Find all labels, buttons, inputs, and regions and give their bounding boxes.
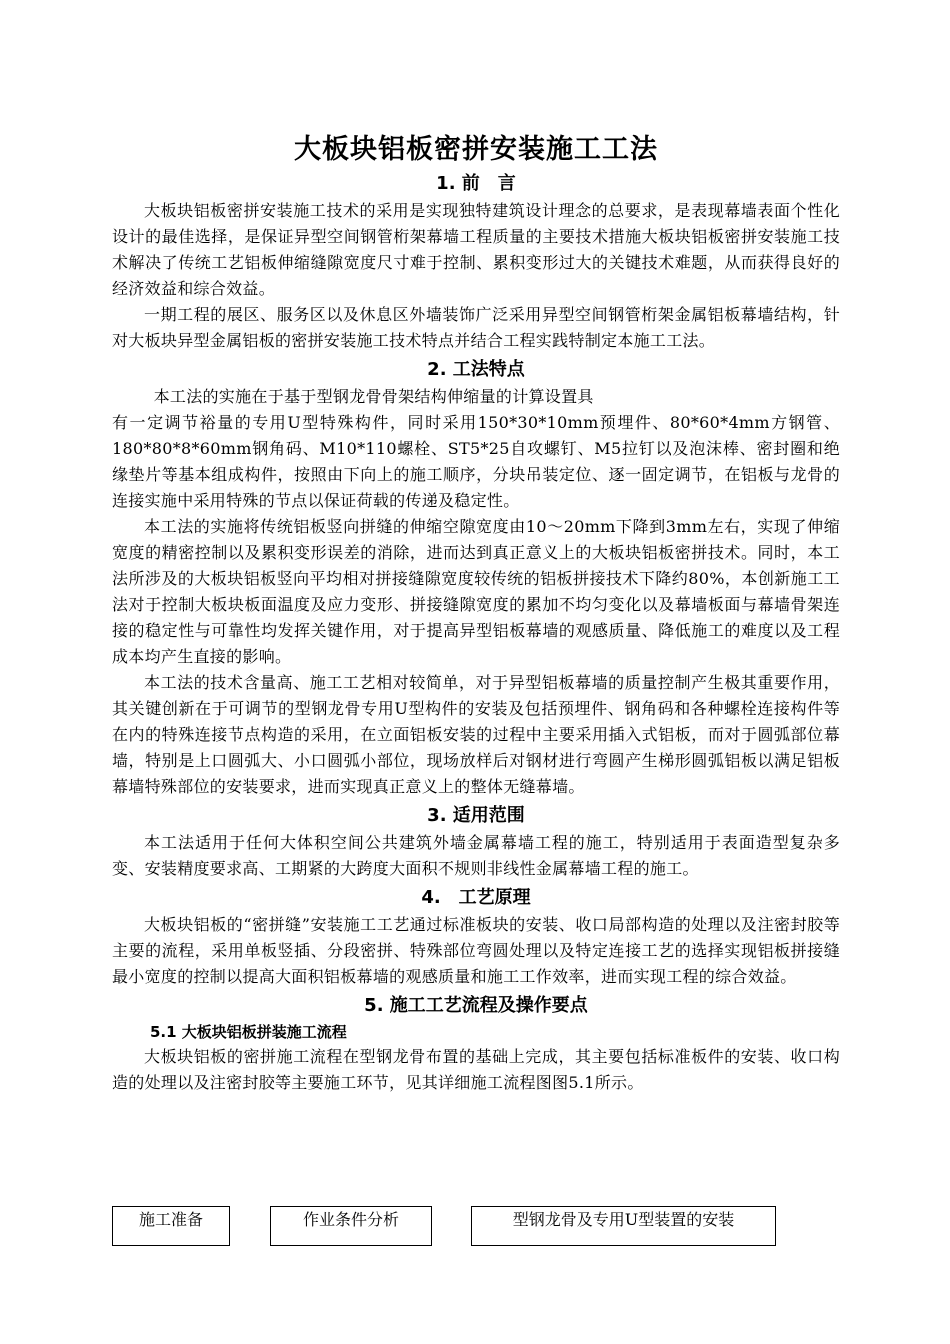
subsection-heading: 5.1 大板块铝板拼装施工流程 <box>150 1023 347 1041</box>
section-heading-1: 1. 前 言 <box>436 173 516 194</box>
section-heading-2: 2. 工法特点 <box>427 359 525 380</box>
paragraph: 有一定调节裕量的专用U型特殊构件，同时采用150*30*10mm预埋件、80*60*4mm方钢管、180*80*8*60mm钢角码、M10*110螺栓、ST5*25自攻螺钉、M5拉钉以及泡沫棒、密封圈和绝缘垫片等基本组成构件，按照由下向上的施工顺序，分块吊装定位、逐一固定调节，在铝板与龙骨的连接实施中采用特殊的节点以保证荷载的传递及稳定性。 <box>112 413 840 510</box>
section-heading-4: 4. 工艺原理 <box>421 887 531 908</box>
section-heading-3: 3. 适用范围 <box>427 805 525 826</box>
flow-box-prep: 施工准备 <box>112 1206 230 1246</box>
document-body <box>112 130 840 1096</box>
flow-box-install: 型钢龙骨及专用U型装置的安装 <box>471 1206 776 1246</box>
paragraph: 大板块铝板的密拼施工流程在型钢龙骨布置的基础上完成，其主要包括标准板件的安装、收口构造的处理以及注密封胶等主要施工环节，见其详细施工流程图图5.1所示。 <box>112 1047 840 1092</box>
paragraph: 大板块铝板的“密拼缝”安装施工工艺通过标准板块的安装、收口局部构造的处理以及注密封胶等主要的流程，采用单板竖插、分段密拼、特殊部位弯圆处理以及特定连接工艺的选择实现铝板拼接缝最小宽度的控制以提高大面积铝板幕墙的观感质量和施工工作效率，进而实现工程的综合效益。 <box>112 915 840 986</box>
flow-box-analysis: 作业条件分析 <box>270 1206 432 1246</box>
section-heading-5: 5. 施工工艺流程及操作要点 <box>364 995 588 1016</box>
paragraph: 本工法的实施在于基于型钢龙骨骨架结构伸缩量的计算设置具 <box>153 387 594 406</box>
flowchart <box>0 1206 950 1246</box>
document-title: 大板块铝板密拼安装施工工法 <box>294 134 658 165</box>
paragraph: 本工法适用于任何大体积空间公共建筑外墙金属幕墙工程的施工，特别适用于表面造型复杂多变、安装精度要求高、工期紧的大跨度大面积不规则非线性金属幕墙工程的施工。 <box>112 833 840 878</box>
paragraph: 本工法的技术含量高、施工工艺相对较简单，对于异型铝板幕墙的质量控制产生极其重要作用，其关键创新在于可调节的型钢龙骨专用U型构件的安装及包括预埋件、钢角码和各种螺栓连接构件等在内的特殊连接节点构造的采用，在立面铝板安装的过程中主要采用插入式铝板，而对于圆弧部位幕墙，特别是上口圆弧大、小口圆弧小部位，现场放样后对钢材进行弯圆产生梯形圆弧铝板以满足铝板幕墙特殊部位的安装要求，进而实现真正意义上的整体无缝幕墙。 <box>112 673 840 796</box>
paragraph: 一期工程的展区、服务区以及休息区外墙装饰广泛采用异型空间钢管桁架金属铝板幕墙结构，针对大板块异型金属铝板的密拼安装施工技术特点并结合工程实践特制定本施工工法。 <box>112 305 840 350</box>
paragraph: 本工法的实施将传统铝板竖向拼缝的伸缩空隙宽度由10～20mm下降到3mm左右，实现了伸缩宽度的精密控制以及累积变形误差的消除，进而达到真正意义上的大板块铝板密拼技术。同时，本工法所涉及的大板块铝板竖向平均相对拼接缝隙宽度较传统的铝板拼接技术下降约80%，本创新施工工法对于控制大板块板面温度及应力变形、拼接缝隙宽度的累加不均匀变化以及幕墙板面与幕墙骨架连接的稳定性与可靠性均发挥关键作用，对于提高异型铝板幕墙的观感质量、降低施工的难度以及工程成本均产生直接的影响。 <box>112 517 840 666</box>
paragraph: 大板块铝板密拼安装施工技术的采用是实现独特建筑设计理念的总要求，是表现幕墙表面个性化设计的最佳选择，是保证异型空间钢管桁架幕墙工程质量的主要技术措施大板块铝板密拼安装施工技术解决了传统工艺铝板伸缩缝隙宽度尺寸难于控制、累积变形过大的关键技术难题，从而获得良好的经济效益和综合效益。 <box>112 201 840 298</box>
